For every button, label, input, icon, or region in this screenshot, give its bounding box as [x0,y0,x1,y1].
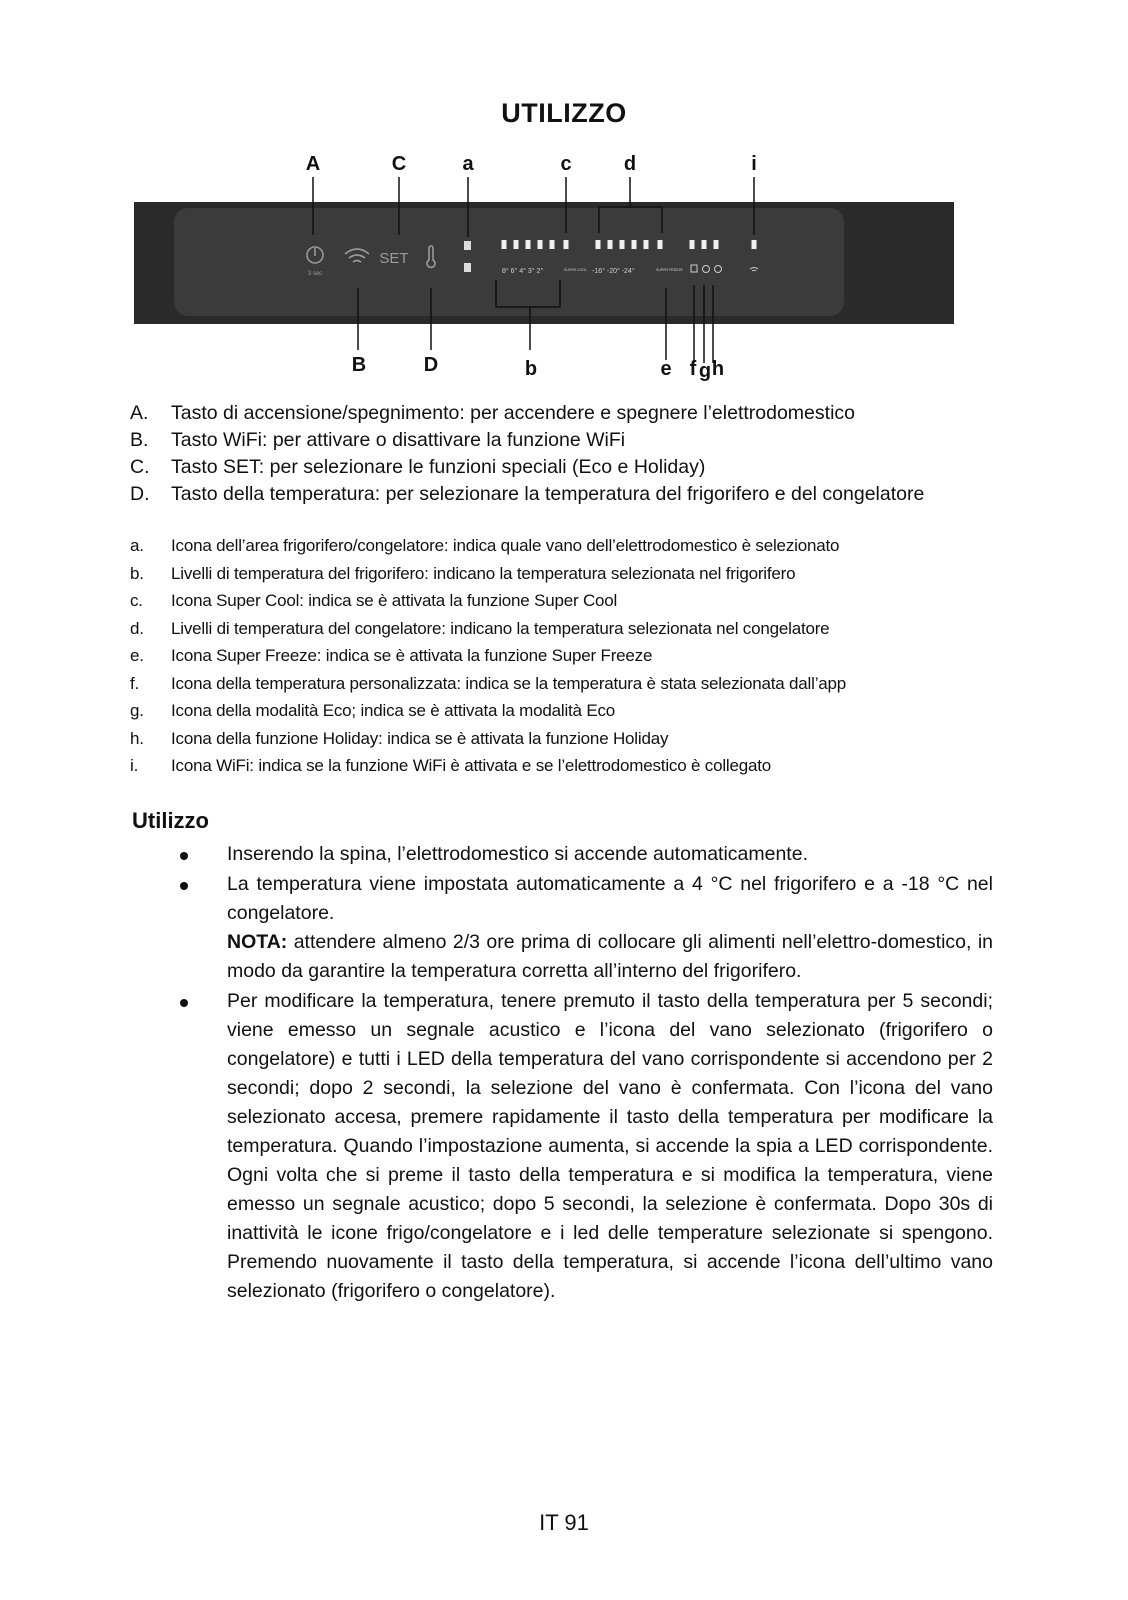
legend-key: B. [130,429,149,451]
legend-item [130,752,990,780]
panel-face [174,208,844,316]
legend-text: Icona della temperatura personalizzata: indica se la temperatura è stata selezionata dall’app [171,673,847,693]
legend-text: Tasto di accensione/spegnimento: per accendere e spegnere l’elettrodomestico [171,402,855,424]
led-indicator [502,240,507,249]
legend-key: g. [130,701,144,720]
legend-key: e. [130,646,144,665]
note-label: NOTA: [227,931,288,953]
legend-item [130,642,990,670]
label-g: g [698,360,712,382]
legend-key: a. [130,536,144,555]
label-b: b [524,358,538,380]
label-d: d [623,153,637,175]
led-indicator [620,240,625,249]
usage-bullet-list [176,840,993,1306]
power-sub-label: 3 sec [307,271,323,277]
legend-item [130,560,990,588]
bullet-text: Per modificare la temperatura, tenere premuto il tasto della temperatura per 5 secondi; viene emesso un segnale acustico e l’icona del vano selezionato (frigorifero o congelatore) e tutti i LED della temperatura del vano corrispondente si accendono per 2 secondi; dopo 2 secondi, la selezione del vano è confermata. Con l’icona del vano selezionato accesa, premere rapidamente il tasto della temperatura per modificare la temperatura. Quando l’impostazione aumenta, si accende la spia a LED corrispondente. Ogni volta che si preme il tasto della temperatura e si modifica la temperatura, viene emesso un segnale acustico; dopo 5 secondi, la selezione è confermata. Dopo 30s di inattività le icone frigo/congelatore e i led delle temperature selezionate si spengono. Premendo nuovamente il tasto della temperatura, si accende l’icona dell’ultimo vano selezionato (frigorifero o congelatore). [227,990,993,1302]
legend-item [130,725,990,753]
legend-text: Livelli di temperatura del congelatore: indicano la temperatura selezionata nel congelatore [171,618,830,638]
label-c: c [560,153,572,175]
led-indicator [632,240,637,249]
led-indicator [564,240,569,249]
bullet-item [176,840,993,869]
led-indicator [608,240,613,249]
legend-text: Tasto della temperatura: per selezionare la temperatura del frigorifero e del congelatore [171,483,925,505]
legend-text: Icona WiFi: indica se la funzione WiFi è attivata e se l’elettrodomestico è collegato [171,756,772,775]
label-a: a [462,153,474,175]
legend-text: Icona della funzione Holiday: indica se è attivata la funzione Holiday [171,728,669,748]
bullet-item [176,870,993,986]
label-h: h [711,358,725,380]
legend-key: b. [130,563,144,583]
set-label: SET [379,250,409,267]
legend-text: Icona Super Freeze: indica se è attivata la funzione Super Freeze [171,646,653,665]
label-f: f [689,358,697,380]
led-indicator [550,240,555,249]
legend-text: Icona Super Cool: indica se è attivata la funzione Super Cool [171,591,618,610]
lowercase-legend [130,532,990,780]
freezer-temp-labels: -16° -20° -24° [592,268,635,275]
legend-item [130,697,990,725]
led-indicator [702,240,707,249]
led-indicator [526,240,531,249]
legend-text: Tasto SET: per selezionare le funzioni speciali (Eco e Holiday) [171,456,706,478]
bullet-icon [176,987,227,1306]
legend-key: c. [130,591,143,610]
legend-text: Icona della modalità Eco; indica se è attivata la modalità Eco [171,701,616,720]
legend-item [130,615,990,643]
bullet-text: Inserendo la spina, l’elettrodomestico si accende automaticamente. [227,843,808,865]
legend-key: i. [130,756,139,775]
fridge-area-icon [464,241,471,250]
legend-item [130,454,990,481]
led-indicator [658,240,663,249]
legend-key: h. [130,728,144,748]
led-indicator [690,240,695,249]
legend-key: d. [130,618,144,638]
legend-key: D. [130,483,150,505]
label-e: e [660,358,672,380]
bullet-text: La temperatura viene impostata automaticamente a 4 °C nel frigorifero e a -18 °C nel congelatore. [227,873,993,924]
label-D: D [423,354,439,376]
label-i: i [751,153,757,175]
bullet-body [227,870,993,986]
led-indicator [538,240,543,249]
led-indicator [514,240,519,249]
uppercase-legend [130,400,990,508]
legend-key: f. [130,673,140,693]
legend-key: A. [130,402,149,424]
legend-key: C. [130,456,150,478]
led-indicator [596,240,601,249]
legend-text: Tasto WiFi: per attivare o disattivare la funzione WiFi [171,429,626,451]
led-indicator [644,240,649,249]
legend-item [130,400,990,427]
led-indicator [714,240,719,249]
legend-text: Livelli di temperatura del frigorifero: indicano la temperatura selezionata nel frigorifero [171,563,796,583]
led-indicator [752,240,757,249]
note-paragraph [227,928,993,986]
label-A: A [305,153,321,175]
section-title: Utilizzo [132,808,209,833]
super-freeze-label: SUPER FREEZE [656,268,683,272]
bullet-icon [176,870,227,986]
legend-item [130,532,990,560]
note-text: attendere almeno 2/3 ore prima di collocare gli alimenti nell’elettro-domestico, in modo da garantire la temperatura corretta all’interno del frigorifero. [227,931,993,982]
legend-item [130,481,990,508]
page-title: UTILIZZO [501,98,627,128]
legend-text: Icona dell’area frigorifero/congelatore: indica quale vano dell’elettrodomestico è selezionato [171,536,840,555]
page-number: IT 91 [539,1510,589,1535]
freezer-area-icon [464,263,471,272]
bullet-item [176,987,993,1306]
legend-item [130,427,990,454]
legend-item [130,587,990,615]
control-panel-diagram [130,145,956,385]
label-B: B [351,354,367,376]
bullet-icon [176,840,227,869]
fridge-temp-labels: 8° 6° 4° 3° 2° [502,268,544,275]
label-C: C [391,153,407,175]
super-cool-label: SUPER COOL [564,268,587,272]
legend-item [130,670,990,698]
